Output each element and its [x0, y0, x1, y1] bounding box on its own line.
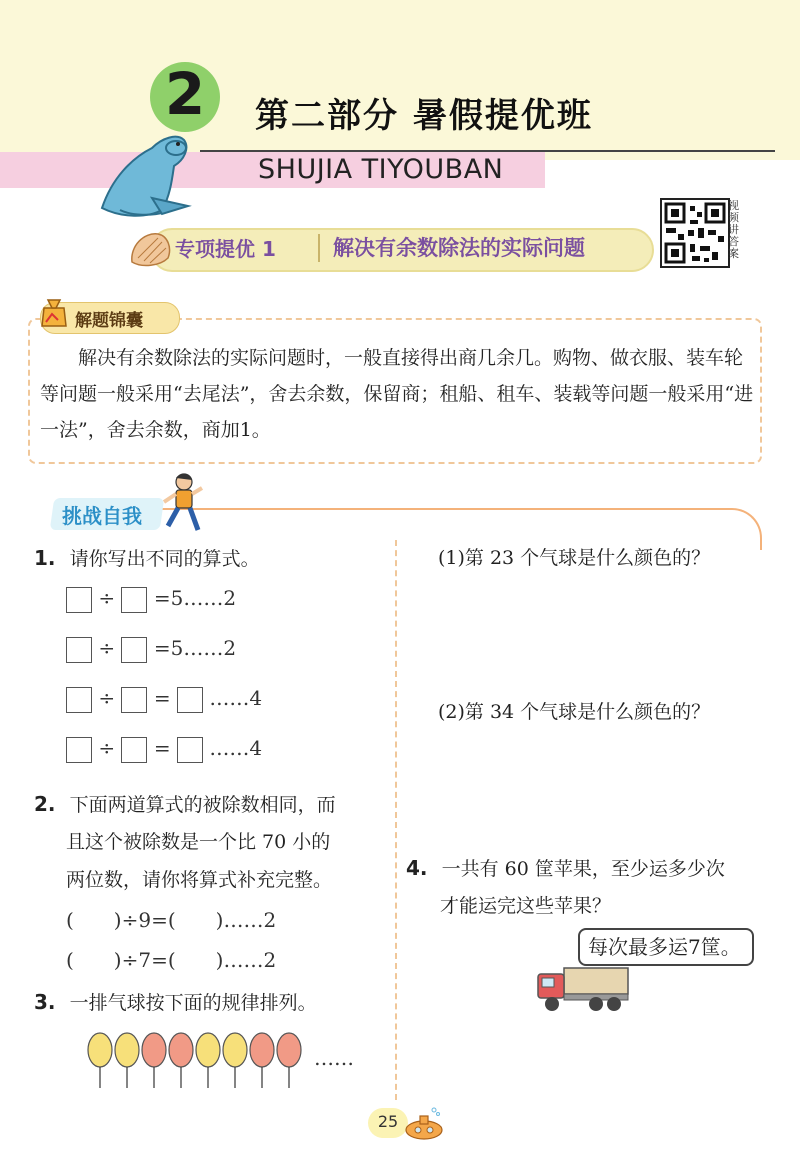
- unit-number: 2: [164, 60, 206, 128]
- question-1: [34, 538, 260, 579]
- q2-equation-1[interactable]: ( )÷9=( )……2: [66, 908, 277, 932]
- answer-box[interactable]: [66, 687, 92, 713]
- question-1-number: 1.: [34, 546, 56, 570]
- question-3-sub-2: (2)第 34 个气球是什么颜色的？: [438, 701, 711, 723]
- balloon: [169, 1033, 193, 1067]
- question-4: [406, 848, 725, 889]
- answer-box[interactable]: [121, 737, 147, 763]
- page-number: 25: [377, 1112, 399, 1131]
- divide-sign: ÷: [98, 686, 116, 710]
- seal-mascot-icon: [92, 118, 202, 222]
- balloon-row: [86, 1030, 316, 1090]
- running-boy-icon: [158, 472, 208, 538]
- challenge-label: 挑战自我: [62, 504, 142, 528]
- q1-equation-1: [66, 586, 236, 613]
- qr-code-icon[interactable]: [660, 198, 730, 268]
- q1-equation-2: [66, 636, 236, 663]
- topic-tag: 专项提优 1: [175, 237, 276, 261]
- question-4-line-2: 才能运完这些苹果？: [440, 895, 612, 917]
- answer-box[interactable]: [66, 637, 92, 663]
- remainder: ……4: [209, 686, 263, 710]
- balloon-ellipsis: ……: [314, 1046, 354, 1070]
- balloon: [223, 1033, 247, 1067]
- divide-sign: ÷: [98, 736, 116, 760]
- submarine-icon: [402, 1104, 446, 1144]
- question-3-text: 一排气球按下面的规律排列。: [69, 992, 317, 1014]
- question-2: [34, 784, 336, 825]
- tips-text: 解决有余数除法的实际问题时，一般直接得出商几余几。购物、做衣服、装车轮等问题一般采用“去尾法”，舍去余数，保留商；租船、租车、装载等问题一般采用“进一法”，舍去余数，商加1。: [40, 347, 754, 441]
- answer-box[interactable]: [121, 587, 147, 613]
- equals-sign: =: [153, 736, 171, 760]
- balloon: [277, 1033, 301, 1067]
- topic-divider: [318, 234, 320, 262]
- money-bag-icon: [36, 294, 72, 330]
- divide-sign: ÷: [98, 586, 116, 610]
- question-2-line-1: 下面两道算式的被除数相同，而: [69, 794, 336, 816]
- question-2-line-3: 两位数，请你将算式补充完整。: [66, 869, 333, 891]
- answer-box[interactable]: [177, 737, 203, 763]
- balloon: [115, 1033, 139, 1067]
- divide-sign: ÷: [98, 636, 116, 660]
- balloon: [88, 1033, 112, 1067]
- question-3-number: 3.: [34, 990, 56, 1014]
- question-3-sub-1: (1)第 23 个气球是什么颜色的？: [438, 547, 711, 569]
- question-2-number: 2.: [34, 792, 56, 816]
- qr-caption: 视频讲答案: [728, 199, 739, 260]
- part-title: 第二部分 暑假提优班: [255, 96, 593, 136]
- q1-equation-4: [66, 736, 262, 763]
- question-4-number: 4.: [406, 856, 428, 880]
- equation-result: =5……2: [153, 586, 237, 610]
- answer-box[interactable]: [177, 687, 203, 713]
- balloon: [250, 1033, 274, 1067]
- remainder: ……4: [209, 736, 263, 760]
- equals-sign: =: [153, 686, 171, 710]
- column-divider: [395, 540, 397, 1100]
- q2-equation-2[interactable]: ( )÷7=( )……2: [66, 948, 277, 972]
- topic-title: 解决有余数除法的实际问题: [333, 236, 585, 260]
- q1-equation-3: [66, 686, 262, 713]
- answer-box[interactable]: [121, 687, 147, 713]
- answer-box[interactable]: [66, 737, 92, 763]
- pinyin-subtitle: SHUJIA TIYOUBAN: [258, 154, 504, 185]
- title-rule: [200, 150, 775, 152]
- equation-result: =5……2: [153, 636, 237, 660]
- question-3: [34, 982, 317, 1023]
- shell-icon: [128, 228, 172, 268]
- tips-label: 解题锦囊: [75, 311, 143, 331]
- truck-icon: [534, 960, 634, 1018]
- balloon: [196, 1033, 220, 1067]
- answer-box[interactable]: [66, 587, 92, 613]
- question-1-text: 请你写出不同的算式。: [69, 548, 260, 570]
- speech-bubble-text: 每次最多运7筐。: [588, 935, 741, 959]
- question-2-line-2: 且这个被除数是一个比 70 小的: [66, 831, 331, 853]
- question-4-line-1: 一共有 60 筐苹果，至少运多少次: [441, 858, 725, 880]
- balloon: [142, 1033, 166, 1067]
- answer-box[interactable]: [121, 637, 147, 663]
